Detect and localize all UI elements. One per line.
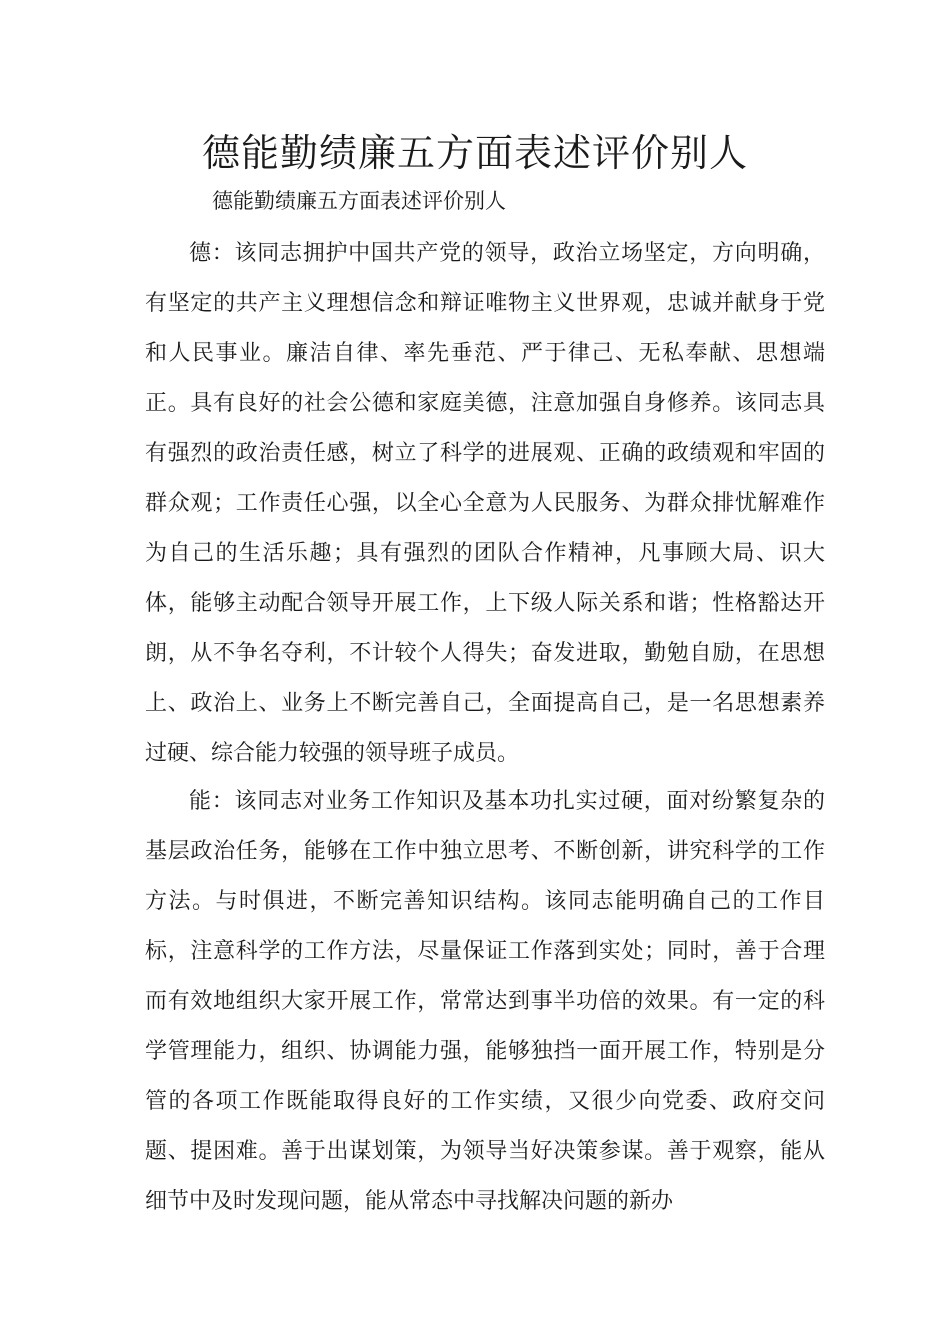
paragraph-neng <box>145 777 825 1227</box>
paragraph-text: 能：该同志对业务工作知识及基本功扎实过硬，面对纷繁复杂的基层政治任务，能够在工作中独立思考、不断创新，讲究科学的工作方法。与时俱进，不断完善知识结构。该同志能明确自己的工作目标，注意科学的工作方法，尽量保证工作落到实处；同时，善于合理而有效地组织大家开展工作，常常达到事半功倍的效果。有一定的科学管理能力，组织、协调能力强，能够独挡一面开展工作，特别是分管的各项工作既能取得良好的工作实绩，又很少向党委、政府交问题、提困难。善于出谋划策，为领导当好决策参谋。善于观察，能从细节中及时发现问题，能从常态中寻找解决问题的新办 <box>145 789 825 1214</box>
document-title: 德能勤绩廉五方面表述评价别人 <box>201 131 748 175</box>
paragraph-text: 德：该同志拥护中国共产党的领导，政治立场坚定，方向明确，有坚定的共产主义理想信念和辩证唯物主义世界观，忠诚并献身于党和人民事业。廉洁自律、率先垂范、严于律己、无私奉献、思想端正。具有良好的社会公德和家庭美德，注意加强自身修养。该同志具有强烈的政治责任感，树立了科学的进展观、正确的政绩观和牢固的群众观；工作责任心强，以全心全意为人民服务、为群众排忧解难作为自己的生活乐趣；具有强烈的团队合作精神，凡事顾大局、识大体，能够主动配合领导开展工作，上下级人际关系和谐；性格豁达开朗，从不争名夺利，不计较个人得失；奋发进取，勤勉自励，在思想上、政治上、业务上不断完善自己，全面提高自己，是一名思想素养过硬、综合能力较强的领导班子成员。 <box>145 241 825 766</box>
document-subtitle: 德能勤绩廉五方面表述评价别人 <box>212 189 506 213</box>
paragraph-de <box>145 229 825 779</box>
